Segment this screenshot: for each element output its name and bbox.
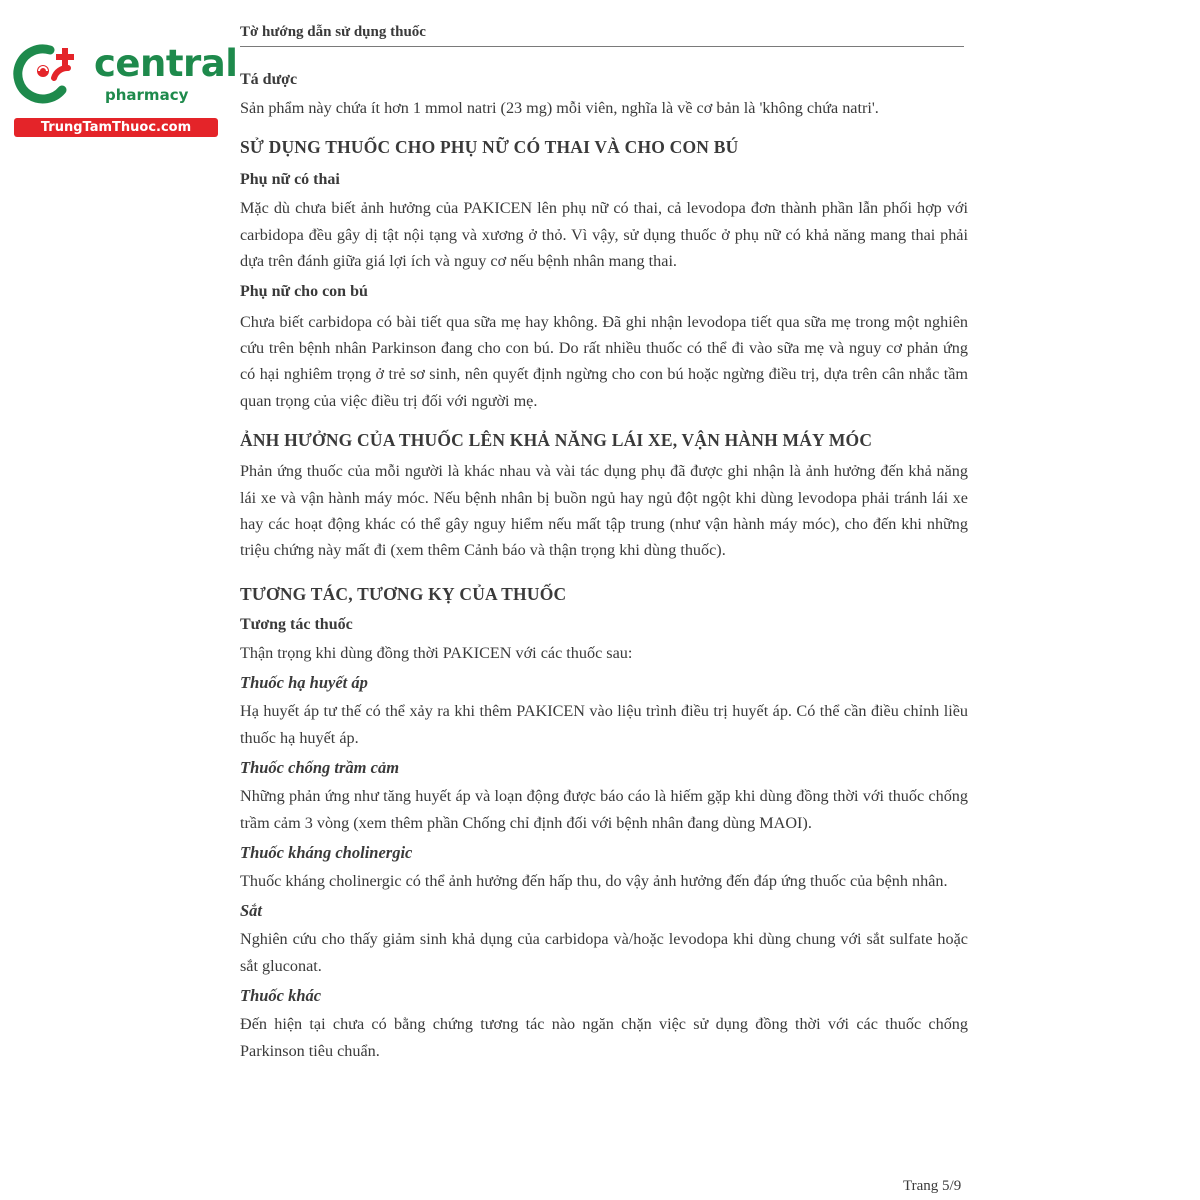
nursing-text: Chưa biết carbidopa có bài tiết qua sữa mẹ hay không. Đã ghi nhận levodopa tiết qua sữa mẹ trong một nghiên cứu trên bệnh nhân Parkinson đang cho con bú. Do rất nhiều thuốc có thể đi vào sữa mẹ và nguy cơ phản ứng có hại nghiêm trọng ở trẻ sơ sinh, nên quyết định ngừng cho con bú hoặc ngừng điều trị, dựa trên cân nhắc tầm quan trọng của việc điều trị đối với người mẹ. — [240, 312, 968, 410]
excipient-heading: Tá dược — [240, 71, 298, 88]
interaction-title: Thuốc chống trầm cảm — [240, 758, 400, 778]
interaction-title: Thuốc kháng cholinergic — [240, 842, 413, 862]
driving-text: Phản ứng thuốc của mỗi người là khác nhau và vài tác dụng phụ đã được ghi nhận là ảnh hưởng đến khả năng lái xe và vận hành máy móc. Nếu bệnh nhân bị buồn ngủ hay ngủ đột ngột khi dùng levodopa phải tránh lái xe hay các hoạt động khác có thể gây nguy hiểm nếu mất tập trung (như vận hành máy móc), cho đến khi những triệu chứng này mất đi (xem thêm Cảnh báo và thận trọng khi dùng thuốc). — [240, 462, 968, 560]
interactions-section-heading: TƯƠNG TÁC, TƯƠNG KỴ CỦA THUỐC — [240, 583, 567, 604]
page-header: Tờ hướng dẫn sử dụng thuốc — [240, 24, 426, 40]
interaction-title: Thuốc hạ huyết áp — [240, 673, 368, 693]
brand-website: TrungTamThuoc.com — [14, 118, 218, 137]
pregnancy-section-heading: SỬ DỤNG THUỐC CHO PHỤ NỮ CÓ THAI VÀ CHO CON BÚ — [240, 137, 739, 158]
brand-name: central — [94, 42, 238, 85]
interaction-title: Thuốc khác — [240, 986, 322, 1006]
interaction-text: Nghiên cứu cho thấy giảm sinh khả dụng của carbidopa và/hoặc levodopa khi dùng chung với sắt sulfate hoặc sắt gluconat. — [240, 930, 968, 975]
document-page — [240, 20, 968, 1064]
interactions-sub-heading: Tương tác thuốc — [240, 615, 353, 633]
page-number: Trang 5/9 — [903, 1178, 962, 1194]
interaction-text: Thuốc kháng cholinergic có thể ảnh hưởng đến hấp thu, do vậy ảnh hưởng đến đáp ứng thuốc của bệnh nhân. — [240, 871, 948, 890]
interactions-intro: Thận trọng khi dùng đồng thời PAKICEN với các thuốc sau: — [240, 643, 633, 662]
interaction-text: Những phản ứng như tăng huyết áp và loạn động được báo cáo là hiếm gặp khi dùng đồng thời với thuốc chống trầm cảm 3 vòng (xem thêm phần Chống chỉ định đối với bệnh nhân đang dùng MAOI). — [240, 787, 968, 832]
brand-subtitle: pharmacy — [105, 86, 189, 104]
pregnant-text: Mặc dù chưa biết ảnh hưởng của PAKICEN lên phụ nữ có thai, cả levodopa đơn thành phần lẫn phối hợp với carbidopa đều gây dị tật nội tạng và xương ở thỏ. Vì vậy, sử dụng thuốc ở phụ nữ có khả năng mang thai phải dựa trên đánh giữa giá lợi ích và nguy cơ nếu bệnh nhân mang thai. — [240, 199, 968, 271]
driving-section-heading: ẢNH HƯỞNG CỦA THUỐC LÊN KHẢ NĂNG LÁI XE, VẬN HÀNH MÁY MÓC — [240, 430, 873, 451]
central-pharmacy-logo — [10, 38, 238, 138]
interaction-text: Đến hiện tại chưa có bằng chứng tương tác nào ngăn chặn việc sử dụng đồng thời với các thuốc chống Parkinson tiêu chuẩn. — [240, 1015, 968, 1060]
interaction-title: Sắt — [240, 901, 263, 921]
pregnant-heading: Phụ nữ có thai — [240, 171, 340, 189]
interaction-text: Hạ huyết áp tư thế có thể xảy ra khi thêm PAKICEN vào liệu trình điều trị huyết áp. Có thể cần điều chỉnh liều thuốc hạ huyết áp. — [240, 702, 968, 747]
excipient-text: Sản phẩm này chứa ít hơn 1 mmol natri (23 mg) mỗi viên, nghĩa là về cơ bản là 'không chứa natri'. — [240, 99, 879, 117]
nursing-heading: Phụ nữ cho con bú — [240, 282, 368, 300]
pharmacy-cross-logo-icon — [10, 38, 90, 104]
